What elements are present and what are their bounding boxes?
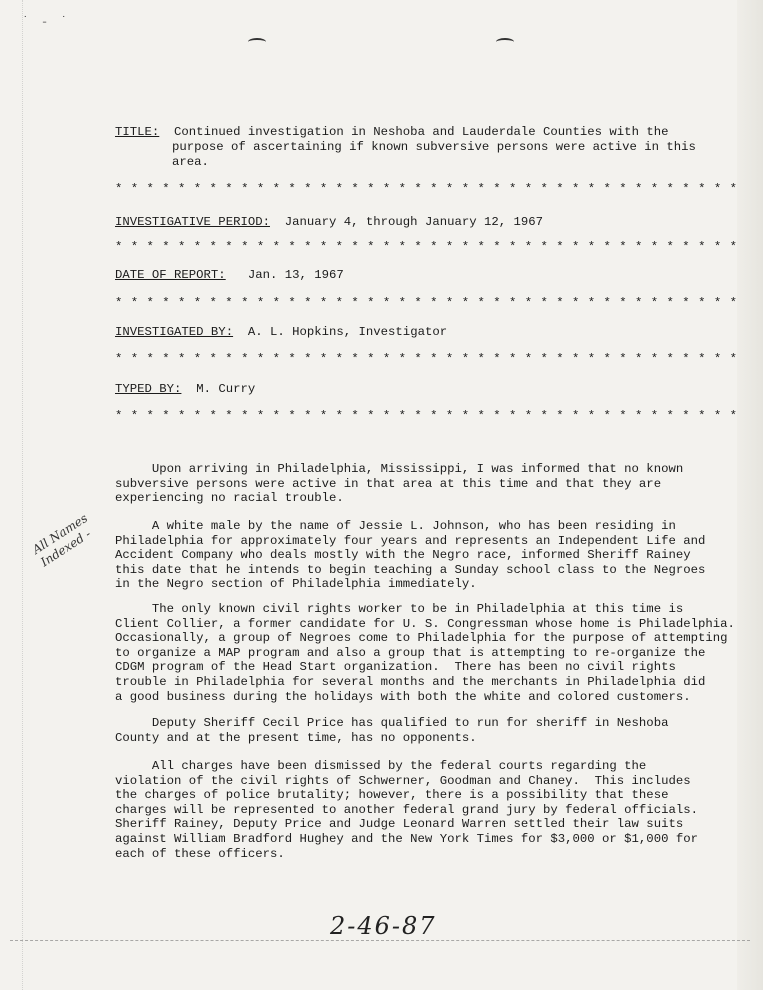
title-line-2: purpose of ascertaining if known subversive persons were active in this: [172, 140, 696, 154]
handwritten-margin-note: All Names Indexed -: [30, 510, 94, 570]
paragraph-4: Deputy Sheriff Cecil Price has qualified to run for sheriff in Neshoba County and at the present time, has no opponents.: [115, 716, 669, 745]
separator-2: * * * * * * * * * * * * * * * * * * * * * * * * * * * * * * * * * * * * * * * *: [115, 240, 738, 254]
punch-mark-left: [248, 38, 266, 46]
separator-5: * * * * * * * * * * * * * * * * * * * * * * * * * * * * * * * * * * * * * * * *: [115, 409, 738, 423]
date-value: Jan. 13, 1967: [247, 268, 344, 282]
date-label: DATE OF REPORT:: [115, 268, 226, 282]
date-row: [115, 268, 344, 283]
period-row: [115, 215, 543, 230]
period-value: January 4, through January 12, 1967: [284, 215, 544, 229]
punch-mark-right: [496, 38, 514, 46]
title-line-1: Continued investigation in Neshoba and Lauderdale Counties with the: [174, 125, 669, 139]
investigator-row: [115, 325, 447, 340]
title-label: TITLE:: [115, 125, 160, 139]
handwritten-page-number: 2-46-87: [330, 912, 437, 940]
paragraph-5: All charges have been dismissed by the federal courts regarding the violation of the civil rights of Schwerner, Goodman and Chaney. This includes the charges of police brutality; however, there is a possibility that these charges will be represented to another federal grand jury by federal officials. Sheriff Rainey, Deputy Price and Judge Leonard Warren settled their law suits against William Bradford Hughey and the New York Times for $3,000 or $1,000 for each of these officers.: [115, 759, 698, 861]
paragraph-2: A white male by the name of Jessie L. Johnson, who has been residing in Philadelphia for approximately four years and represents an Independent Life and Accident Company who deals mostly with the Negro race, informed Sheriff Rainey this date that he intends to begin teaching a Sunday school class to the Negroes in the Negro section of Philadelphia immediately.: [115, 519, 706, 592]
left-scan-edge: [0, 0, 23, 990]
paragraph-1: Upon arriving in Philadelphia, Mississippi, I was informed that no known subversive persons were active in that area at this time and that they are experiencing no racial trouble.: [115, 462, 684, 506]
investigator-value: A. L. Hopkins, Investigator: [247, 325, 448, 339]
right-scan-edge: [737, 0, 763, 990]
title-line-3: area.: [172, 155, 209, 169]
typed-value: M. Curry: [196, 382, 256, 396]
typed-row: [115, 382, 255, 397]
investigator-label: INVESTIGATED BY:: [115, 325, 234, 339]
paragraph-3: The only known civil rights worker to be in Philadelphia at this time is Client Collier, a former candidate for U. S. Congressman whose home is Philadelphia. Occasionally, a group of Negroes come to Philadelphia for the purpose of attempting to organize a MAP program and also a group that is attempting to re-organize the CDGM program of the Head Start organization. There has been no civil rights trouble in Philadelphia for several months and the merchants in Philadelphia did a good business during the holidays with both the white and colored customers.: [115, 602, 735, 704]
separator-3: * * * * * * * * * * * * * * * * * * * * * * * * * * * * * * * * * * * * * * * *: [115, 296, 738, 310]
separator-4: * * * * * * * * * * * * * * * * * * * * * * * * * * * * * * * * * * * * * * * *: [115, 352, 738, 366]
period-label: INVESTIGATIVE PERIOD:: [115, 215, 270, 229]
typed-label: TYPED BY:: [115, 382, 182, 396]
separator-1: * * * * * * * * * * * * * * * * * * * * * * * * * * * * * * * * * * * * * * * *: [115, 182, 738, 196]
bottom-scan-line: [10, 940, 750, 941]
title-row: [115, 125, 668, 140]
scan-mark: ˙ ˗ ˙: [22, 16, 71, 28]
